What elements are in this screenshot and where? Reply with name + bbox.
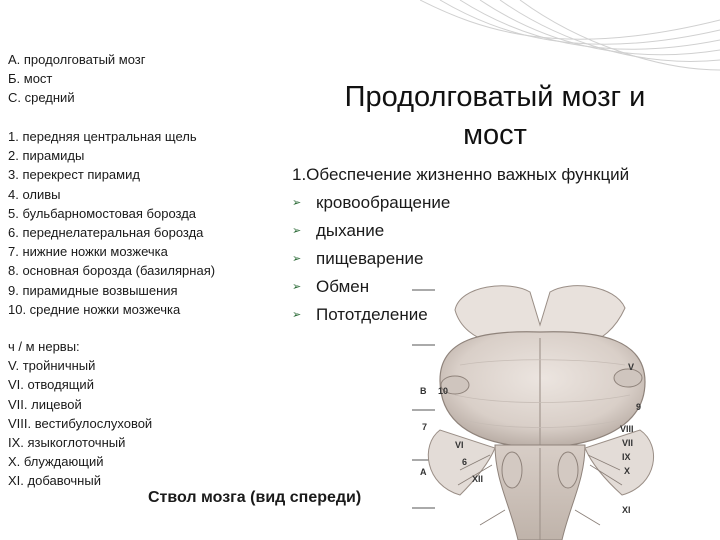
nerve-item: V. тройничный (8, 358, 96, 374)
title-line: Продолговатый мозг и (344, 81, 646, 113)
arrow-bullet-icon: ➢ (292, 253, 302, 265)
function-bullet (292, 217, 629, 245)
function-bullet (292, 273, 629, 301)
function-bullet (292, 189, 629, 217)
legend-numbers (8, 127, 215, 319)
legend-number-item: 3. перекрест пирамид (8, 167, 140, 183)
figure-label: 6 (462, 457, 468, 467)
nerves-header: ч / м нервы: (8, 339, 80, 354)
legend-number-item: 5. бульбарномостовая борозда (8, 205, 197, 221)
legend-part: Б. мост (8, 71, 53, 86)
functions-block (292, 161, 629, 329)
figure-label: IX (622, 452, 631, 462)
bullet-text: Пототделение (316, 305, 428, 324)
legend-number-item: 10. средние ножки мозжечка (8, 301, 181, 317)
figure-caption: Ствол мозга (вид спереди) (148, 489, 362, 506)
bullet-text: кровообращение (316, 193, 451, 212)
figure-label: VI (455, 440, 464, 450)
arrow-bullet-icon: ➢ (292, 309, 302, 321)
legend-number-item: 2. пирамиды (8, 148, 85, 164)
function-bullet (292, 245, 629, 273)
legend-number-item: 8. основная борозда (базилярная) (8, 263, 216, 279)
functions-heading: 1.Обеспечение жизненно важных функций (292, 165, 630, 184)
legend-number-item: 7. нижние ножки мозжечка (8, 244, 168, 260)
arrow-bullet-icon: ➢ (292, 281, 302, 293)
legend-number-item: 1. передняя центральная щель (8, 129, 197, 144)
function-bullet (292, 301, 629, 329)
figure-label: X (624, 466, 631, 476)
figure-label: VIII (620, 424, 634, 434)
arrow-bullet-icon: ➢ (292, 225, 302, 237)
figure-label: XI (622, 505, 631, 515)
legend-number-item: 4. оливы (8, 186, 61, 202)
figure-label: XII (472, 474, 484, 484)
legend-part: С. средний (8, 90, 75, 105)
bullet-text: пищеварение (316, 249, 424, 268)
figure-label: VII (622, 438, 634, 448)
nerve-item: XI. добавочный (8, 473, 101, 489)
figure-label: 7 (422, 422, 428, 432)
legend-part: А. продолговатый мозг (8, 52, 146, 67)
nerve-item: VI. отводящий (8, 377, 94, 393)
legend-number-item: 6. переднелатеральная борозда (8, 225, 204, 241)
arrow-bullet-icon: ➢ (292, 197, 302, 209)
nerve-item: VII. лицевой (8, 396, 82, 412)
figure-label: А (420, 467, 427, 477)
decorative-swirl (420, 0, 720, 80)
figure-label: V (628, 362, 635, 372)
figure-label: 9 (636, 402, 642, 412)
bullet-text: дыхание (316, 221, 385, 240)
cranial-nerves-list (8, 337, 152, 491)
figure-label: В (420, 386, 427, 396)
legend-parts (8, 50, 146, 107)
bullet-text: Обмен (316, 277, 370, 296)
nerve-item: IX. языкоглоточный (8, 435, 126, 451)
nerve-item: VIII. вестибулослуховой (8, 415, 153, 431)
page-title (290, 78, 700, 154)
nerve-item: X. блуждающий (8, 454, 104, 470)
title-line: мост (463, 119, 527, 151)
legend-number-item: 9. пирамидные возвышения (8, 282, 178, 298)
figure-label: 10 (438, 386, 449, 396)
